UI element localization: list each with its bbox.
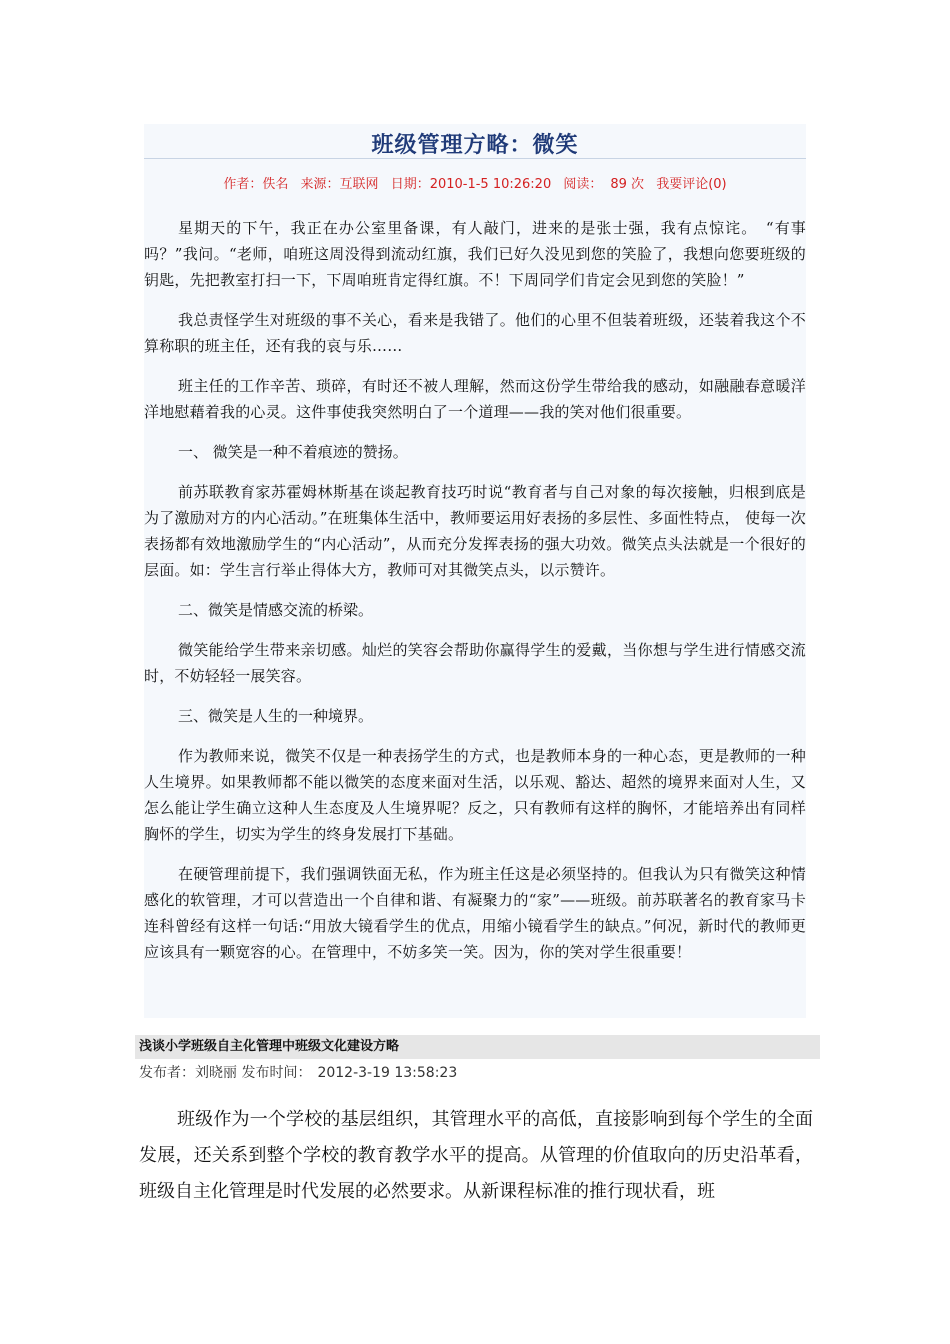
article-meta (144, 173, 806, 193)
second-article-title: 浅谈小学班级自主化管理中班级文化建设方略 (135, 1035, 820, 1059)
section-heading: 三、微笑是人生的一种境界。 (178, 707, 374, 725)
second-article-meta (139, 1062, 457, 1084)
section-heading: 二、微笑是情感交流的桥梁。 (178, 601, 374, 619)
publisher-label: 发布者：刘晓丽 发布时间： (139, 1065, 312, 1081)
author-label: 作者：佚名 (223, 177, 289, 192)
source-label: 来源：互联网 (300, 177, 379, 192)
comment-link[interactable]: 我要评论(0) (656, 177, 727, 192)
paragraph: 星期天的下午，我正在办公室里备课，有人敲门，进来的是张士强，我有点惊诧。 “有事吗？”我问。“老师，咱班这周没得到流动红旗，我们已好久没见到您的笑脸了，我想向您要班级的钥匙，先把教室打扫一下，下周咱班肯定得红旗。不！下周同学们肯定会见到您的笑脸！” (144, 219, 806, 289)
second-article-body (139, 1102, 813, 1210)
paragraph: 我总责怪学生对班级的事不关心，看来是我错了。他们的心里不但装着班级，还装着我这个不算称职的班主任，还有我的哀与乐…… (144, 311, 806, 355)
publish-time: 2012-3-19 13:58:23 (317, 1065, 458, 1081)
section-heading: 一、 微笑是一种不着痕迹的赞扬。 (178, 443, 408, 461)
reads-label: 阅读： (563, 177, 603, 192)
paragraph: 前苏联教育家苏霍姆林斯基在谈起教育技巧时说“教育者与自己对象的每次接触，归根到底是为了激励对方的内心活动。”在班集体生活中，教师要运用好表扬的多层性、多面性特点， 使每一次表扬都有效地激励学生的“内心活动”，从而充分发挥表扬的强大功效。微笑点头法就是一个很好的层面。如：学生言行举止得体大方，教师可对其微笑点头，以示赞许。 (144, 483, 806, 579)
reads-value: 89 次 (610, 177, 645, 192)
date-label: 日期：2010-1-5 10:26:20 (390, 177, 552, 192)
paragraph: 在硬管理前提下，我们强调铁面无私，作为班主任这是必须坚持的。但我认为只有微笑这种情感化的软管理，才可以营造出一个自律和谐、有凝聚力的“家”——班级。前苏联著名的教育家马卡连科曾经有这样一句话:“用放大镜看学生的优点，用缩小镜看学生的缺点。”何况，新时代的教师更应该具有一颗宽容的心。在管理中，不妨多笑一笑。因为，你的笑对学生很重要！ (144, 865, 806, 961)
paragraph: 班级作为一个学校的基层组织，其管理水平的高低，直接影响到每个学生的全面发展，还关系到整个学校的教育教学水平的提高。从管理的价值取向的历史沿革看，班级自主化管理是时代发展的必然要求。从新课程标准的推行现状看，班 (139, 1109, 813, 1202)
article-body (144, 215, 806, 965)
paragraph: 微笑能给学生带来亲切感。灿烂的笑容会帮助你赢得学生的爱戴，当你想与学生进行情感交流时，不妨轻轻一展笑容。 (144, 641, 806, 685)
article-smile (144, 124, 806, 1018)
paragraph: 作为教师来说，微笑不仅是一种表扬学生的方式，也是教师本身的一种心态，更是教师的一种人生境界。如果教师都不能以微笑的态度来面对生活，以乐观、豁达、超然的境界来面对人生，又怎么能让学生确立这种人生态度及人生境界呢？反之，只有教师有这样的胸怀，才能培养出有同样胸怀的学生，切实为学生的终身发展打下基础。 (144, 747, 806, 843)
article-title: 班级管理方略：微笑 (144, 124, 806, 159)
paragraph: 班主任的工作辛苦、琐碎，有时还不被人理解，然而这份学生带给我的感动，如融融春意暖洋洋地慰藉着我的心灵。这件事使我突然明白了一个道理——我的笑对他们很重要。 (144, 377, 806, 421)
